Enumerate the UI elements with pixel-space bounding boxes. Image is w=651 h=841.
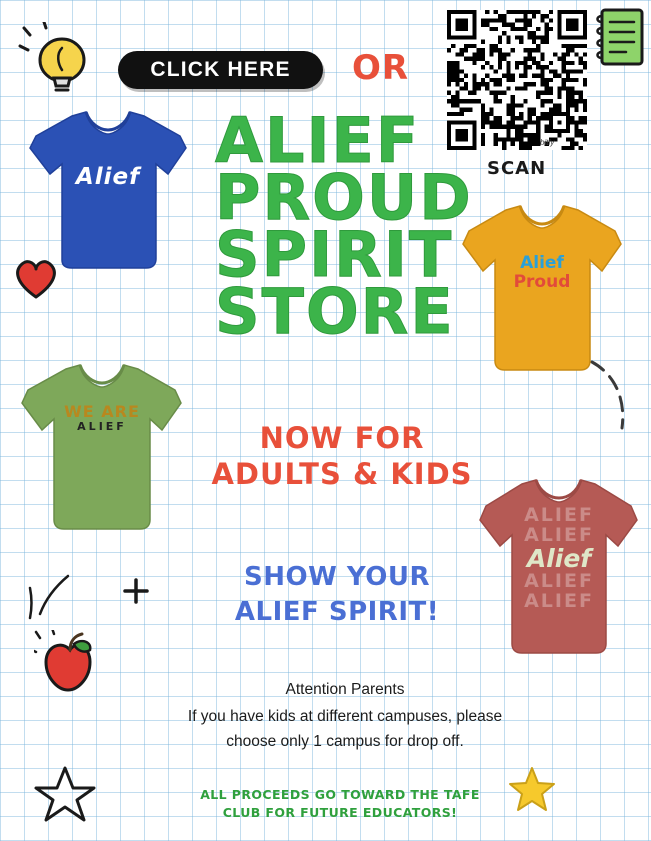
now-for-line1: NOW FOR [259,421,425,455]
proceeds-line2: CLUB FOR FUTURE EDUCATORS! [222,805,458,821]
apple-icon [34,630,104,701]
show-spirit-line2: ALIEF SPIRIT! [234,597,440,628]
maroon-shirt-line1: ALIEF [524,504,594,526]
maroon-shirt-line3b: ALIEF [524,590,594,613]
now-for-block [197,420,487,493]
blue-shirt [28,102,188,272]
attention-title: Attention Parents [285,681,405,698]
green-shirt-line1: WE ARE [64,402,140,421]
star-outline-icon [34,762,96,829]
show-spirit-line1: SHOW YOUR [244,562,430,592]
green-shirt [18,355,186,533]
attention-parents-block [150,678,540,754]
show-spirit-block [192,560,482,630]
proceeds-line1: ALL PROCEEDS GO TOWARD THE TAFE [200,787,480,802]
sparkle-lines-icon [26,572,80,629]
page-title [215,104,475,349]
maroon-shirt-script: Alief [526,543,592,573]
qr-signature: bitly [540,138,555,147]
blue-shirt-graphic: Alief [75,164,141,190]
headline-line3: SPIRIT [215,218,454,292]
green-shirt-line2: ALIEF [77,420,127,434]
attention-line2: choose only 1 campus for drop off. [226,732,464,750]
maroon-shirt-line1b: ALIEF [524,523,594,546]
notebook-icon [592,2,650,75]
maroon-shirt [478,468,640,658]
gold-shirt-line1: Alief [520,253,564,273]
proceeds-block [150,786,530,822]
headline-line4: STORE [215,275,455,349]
click-here-button[interactable] [118,51,323,89]
attention-line1: If you have kids at different campuses, please [187,707,503,725]
headline-line1: ALIEF [215,104,421,177]
or-label: OR [352,48,410,88]
maroon-shirt-line3: ALIEF [524,570,594,593]
headline-line2: PROUD [215,161,473,235]
now-for-line2: ADULTS & KIDS [211,457,473,492]
scan-label: SCAN [487,158,547,179]
gold-shirt-line2: Proud [513,271,571,292]
click-here-label: CLICK HERE [150,58,291,81]
gold-shirt [460,196,624,374]
lightbulb-icon [18,22,100,107]
plus-icon [123,578,149,609]
